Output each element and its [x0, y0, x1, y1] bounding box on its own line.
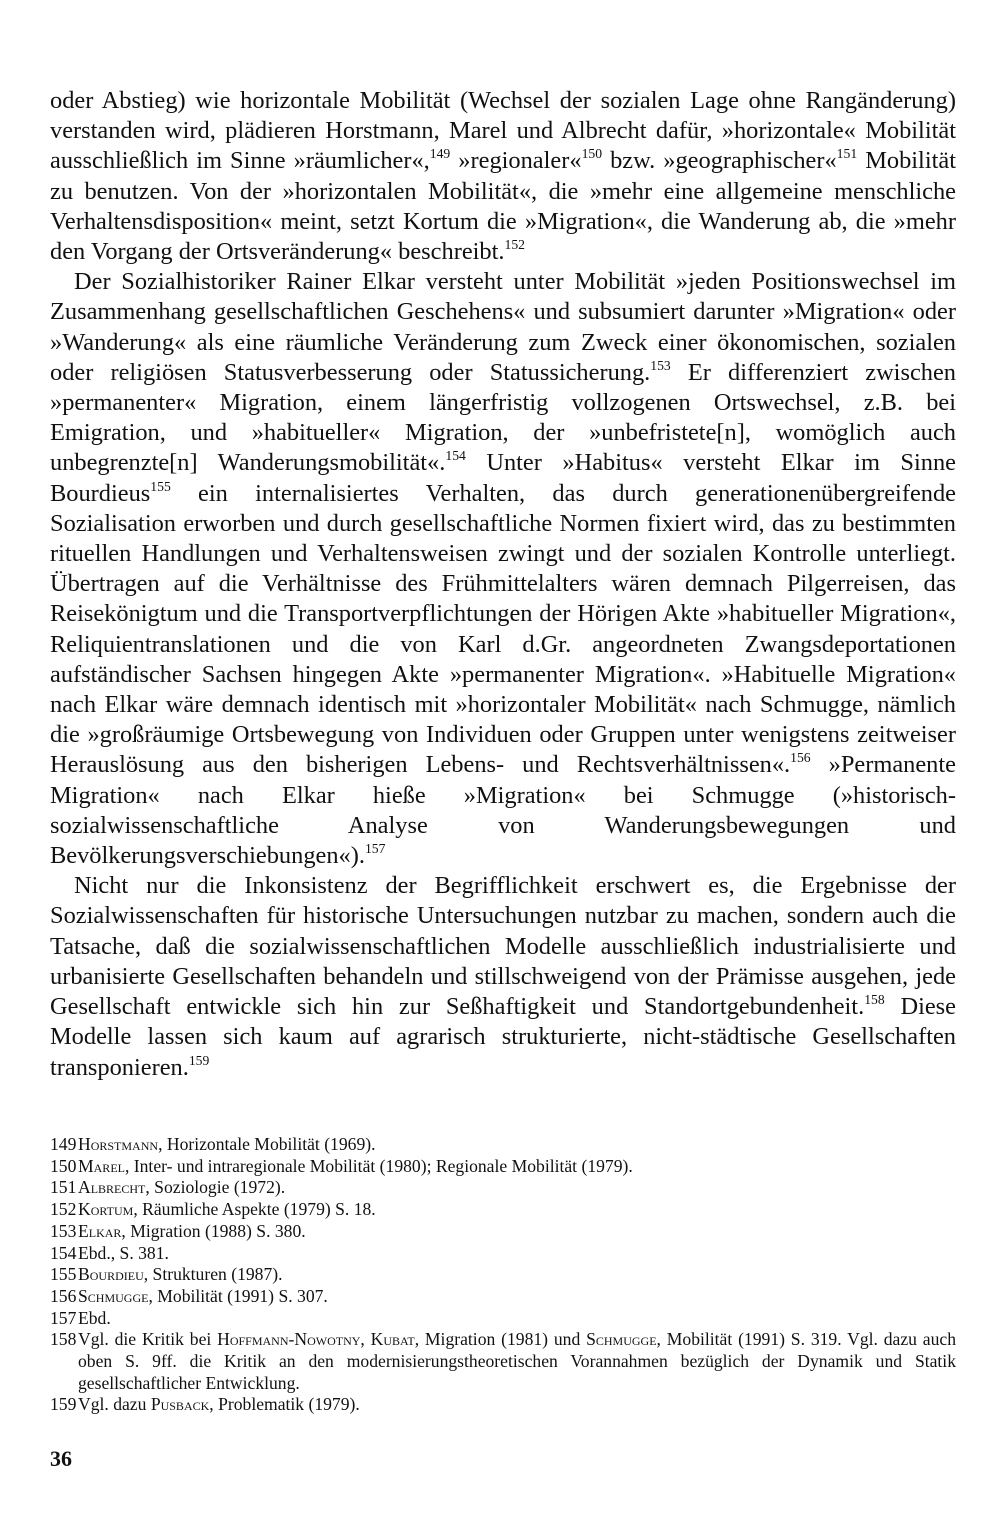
- footnote-reference: 150: [581, 146, 603, 162]
- footnote-number: 157: [50, 1307, 77, 1328]
- text-run: ,: [360, 1329, 371, 1350]
- footnote-154: [50, 1243, 956, 1265]
- author-name: Marel: [78, 1155, 125, 1176]
- author-name: Albrecht: [78, 1177, 146, 1198]
- text-run: Unter »Habitus« versteht Elkar im Sinne Bourdieus: [50, 449, 956, 507]
- text-run: , Horizontale Mobilität (1969).: [158, 1134, 376, 1154]
- footnote-150: [50, 1156, 956, 1178]
- text-run: Nicht nur die Inkonsistenz der Begrifflichkeit erschwert es, die Ergebnisse der Sozialwissenschaften für historische Untersuchungen nutzbar zu machen, sondern auch die Tatsache, daß die sozialwissenschaftlichen Modelle ausschließlich industrialisierte und urbanisierte Gesellschaften behandeln und stillschweigend von der Prämisse ausgehen, jede Gesellschaft entwickle sich hin zur Seßhaftigkeit und Standortgebundenheit.: [50, 872, 956, 1021]
- footnote-number: 153: [50, 1220, 77, 1241]
- author-name: Hoffmann-Nowotny: [217, 1329, 361, 1350]
- text-run: , Räumliche Aspekte (1979) S. 18.: [133, 1199, 376, 1220]
- text-run: »Permanente Migration« nach Elkar hieße »Migration« bei Schmugge (»historisch-sozialwissenschaftliche Analyse von Wanderungsbewegungen und Bevölkerungsverschiebungen«).: [50, 751, 956, 870]
- footnote-number: 154: [50, 1242, 77, 1263]
- footnote-156: [50, 1286, 956, 1308]
- footnote-reference: 154: [445, 448, 466, 464]
- text-run: , Mobilität (1991) S. 319. Vgl. dazu auch oben S. 9ff. die Kritik an den modernisierungstheoretischen Vorannahmen bezüglich der Dynamik und Statik gesellschaftlicher Entwicklung.: [78, 1329, 956, 1393]
- book-page: [50, 86, 956, 1471]
- text-run: , Soziologie (1972).: [145, 1177, 286, 1198]
- footnote-reference: 159: [188, 1052, 210, 1068]
- text-run: Ebd.: [78, 1307, 111, 1328]
- author-name: Bourdieu: [78, 1264, 144, 1285]
- footnote-153: [50, 1221, 956, 1243]
- text-run: , Strukturen (1987).: [143, 1264, 283, 1285]
- text-run: Der Sozialhistoriker Rainer Elkar versteht unter Mobilität »jeden Positionswechsel im Zusammenhang gesellschaftlichen Geschehens« und subsumiert darunter »Migration« oder »Wanderung« als eine räumliche Veränderung zum Zweck einer ökonomischen, sozialen oder religiösen Statusverbesserung oder Statussicherung.: [50, 268, 956, 386]
- footnote-149: [50, 1134, 956, 1156]
- text-run: Er differenziert zwischen »permanenter« Migration, einem längerfristig vollzogenen Ortswechsel, z.B. bei Emigration, und »habitueller« Migration, der »unbefristete[n], womöglich auch unbegrenzte[n] Wanderungsmobilität«.: [50, 358, 956, 477]
- footnote-number: 150: [50, 1155, 77, 1176]
- main-text: [50, 86, 956, 1083]
- footnote-number: 149: [50, 1134, 77, 1154]
- footnote-number: 155: [50, 1264, 77, 1285]
- footnote-number: 158: [50, 1329, 77, 1350]
- text-run: Ebd., S. 381.: [78, 1242, 169, 1263]
- text-run: Vgl. die Kritik bei: [78, 1329, 218, 1350]
- footnote-reference: 152: [504, 237, 525, 253]
- footnote-number: 152: [50, 1199, 77, 1220]
- paragraph-3: [50, 871, 956, 1082]
- text-run: ein internalisiertes Verhalten, das durch generationenübergreifende Sozialisation erworben und durch gesellschaftliche Normen fixiert wird, das zu bestimmten rituellen Handlungen und Verhaltensweisen zwingt und der sozialen Kontrolle unterliegt. Übertragen auf die Verhältnisse des Frühmittelalters wären demnach Pilgerreisen, das Reisekönigtum und die Transportverpflichtungen der Hörigen Akte »habitueller Migration«, Reliquientranslationen und die von Karl d.Gr. angeordneten Zwangsdeportationen aufständischer Sachsen hingegen Akte »permanenter Migration«. »Habituelle Migration« nach Elkar wäre demnach identisch mit »horizontaler Mobilität« nach Schmugge, nämlich die »großräumige Ortsbewegung von Individuen oder Gruppen unter wenigstens zeitweiser Herauslösung aus den bisherigen Lebens- und Rechtsverhältnissen«.: [50, 479, 956, 779]
- author-name: Pusback: [150, 1394, 210, 1415]
- text-run: oder Abstieg) wie horizontale Mobilität (Wechsel der sozialen Lage ohne Rangänderung) verstanden wird, plädieren Horstmann, Marel und Albrecht dafür, »horizontale« Mobilität ausschließlich im Sinne »räumlicher«,: [50, 87, 956, 175]
- text-run: , Migration (1981) und: [414, 1329, 587, 1350]
- footnote-number: 156: [50, 1285, 77, 1306]
- footnote-reference: 151: [836, 146, 858, 162]
- author-name: Schmugge: [586, 1329, 657, 1350]
- paragraph-2: [50, 267, 956, 871]
- footnote-reference: 155: [150, 478, 171, 494]
- footnote-155: [50, 1264, 956, 1286]
- author-name: Horstmann: [78, 1134, 159, 1154]
- footnote-reference: 158: [864, 992, 885, 1008]
- author-name: Kubat: [370, 1329, 415, 1350]
- footnote-number: 159: [50, 1394, 77, 1415]
- footnote-152: [50, 1199, 956, 1221]
- footnote-158: [50, 1329, 956, 1394]
- text-run: , Migration (1988) S. 380.: [121, 1220, 306, 1241]
- author-name: Elkar: [78, 1220, 122, 1241]
- paragraph-1: [50, 86, 956, 267]
- footnote-reference: 157: [364, 841, 386, 857]
- footnotes: [50, 1134, 956, 1416]
- footnote-159: [50, 1394, 956, 1416]
- footnote-reference: 149: [429, 146, 451, 162]
- page-number: 36: [50, 1446, 72, 1471]
- text-run: Vgl. dazu: [78, 1394, 151, 1415]
- footnote-151: [50, 1177, 956, 1199]
- text-run: bzw. »geographischer«: [602, 147, 837, 175]
- footnote-157: [50, 1308, 956, 1330]
- footnote-reference: 156: [790, 750, 811, 766]
- author-name: Kortum: [78, 1199, 134, 1220]
- text-run: , Problematik (1979).: [209, 1394, 360, 1415]
- text-run: Diese Modelle lassen sich kaum auf agrarisch strukturierte, nicht-städtische Gesellschaften transponieren.: [50, 993, 956, 1081]
- author-name: Schmugge: [78, 1285, 149, 1306]
- text-run: , Mobilität (1991) S. 307.: [148, 1285, 328, 1306]
- text-run: Mobilität zu benutzen. Von der »horizontalen Mobilität«, die »mehr eine allgemeine menschliche Verhaltensdisposition« meint, setzt Kortum die »Migration«, die Wanderung ab, die »mehr den Vorgang der Ortsveränderung« beschreibt.: [50, 147, 956, 266]
- text-run: , Inter- und intraregionale Mobilität (1980); Regionale Mobilität (1979).: [124, 1155, 633, 1176]
- text-run: »regionaler«: [450, 147, 582, 175]
- footnote-reference: 153: [650, 358, 671, 373]
- footnote-number: 151: [50, 1177, 77, 1198]
